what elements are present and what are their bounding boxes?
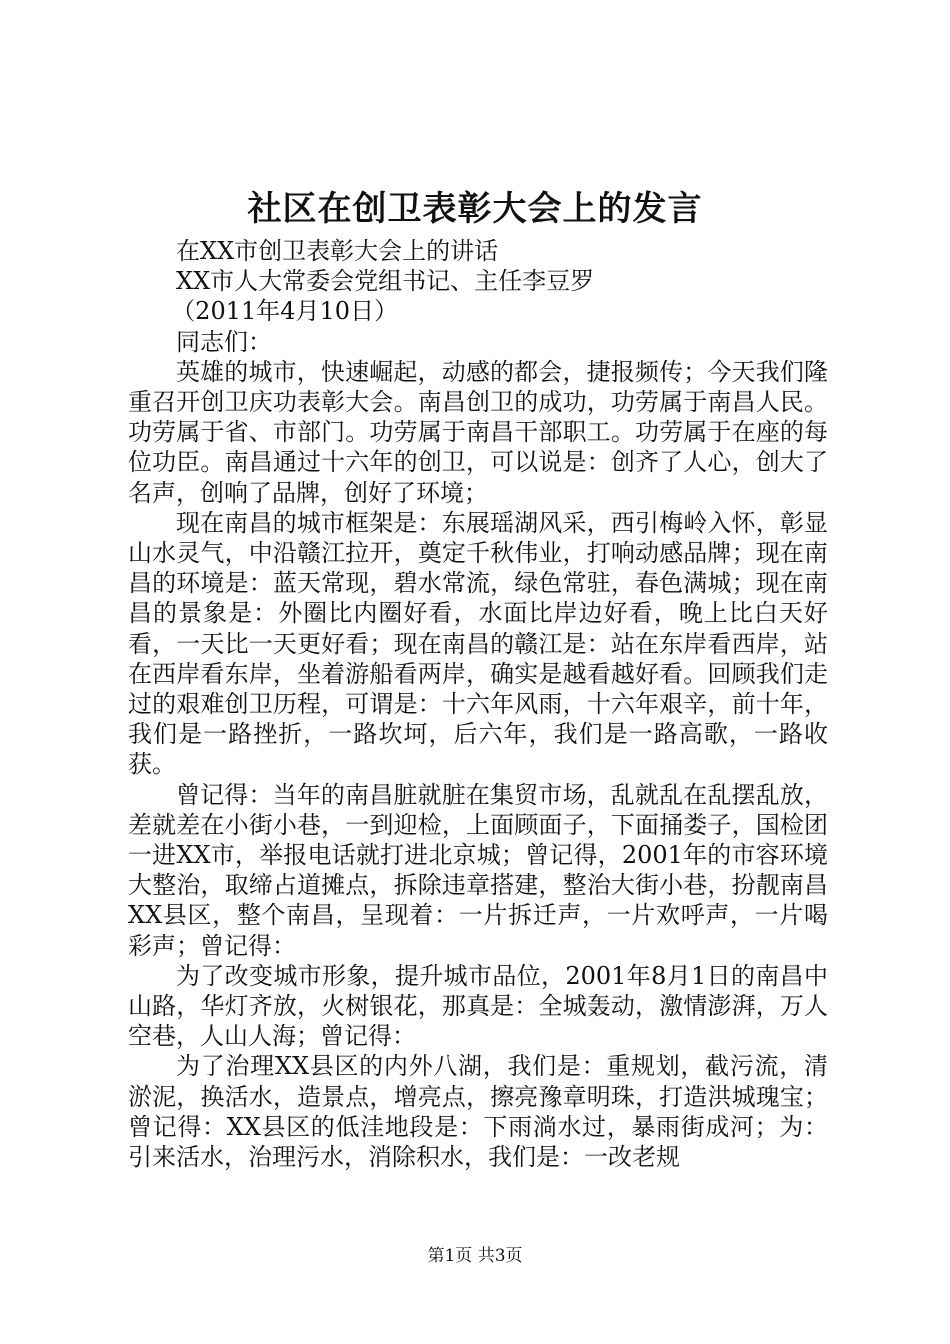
speech-title-line: 在XX市创卫表彰大会上的讲话: [176, 237, 499, 265]
salutation: 同志们：: [176, 327, 272, 356]
date-line: （2011年4月10日）: [171, 297, 399, 326]
document-title: 社区在创卫表彰大会上的发言: [247, 189, 703, 229]
speaker-line: XX市人大常委会党组书记、主任李豆罗: [176, 267, 595, 296]
body-paragraph: 曾记得：当年的南昌脏就脏在集贸市场，乱就乱在乱摆乱放，差就差在小街小巷，一到迎检，上面顾面子，下面捅娄子，国检团一进XX市，举报电话就打进北京城；曾记得，2001年的市容环境大整治，取缔占道摊点，拆除违章搭建，整治大街小巷，扮靓南昌XX县区，整个南昌，呈现着：一片拆迁声，一片欢呼声，一片喝彩声；曾记得：: [128, 780, 828, 960]
body-paragraph: 为了治理XX县区的内外八湖，我们是：重规划，截污流，清淤泥，换活水，造景点，增亮点，擦亮豫章明珠，打造洪城瑰宝；曾记得：XX县区的低洼地段是：下雨淌水过，暴雨街成河；为：引来活水，治理污水，消除积水，我们是：一改老规: [128, 1052, 828, 1172]
page-number-footer: 第1页 共3页: [427, 1246, 523, 1266]
body-paragraph: 现在南昌的城市框架是：东展瑶湖风采，西引梅岭入怀，彰显山水灵气，中沿赣江拉开，奠定千秋伟业，打响动感品牌；现在南昌的环境是：蓝天常现，碧水常流，绿色常驻，春色满城；现在南昌的景象是：外圈比内圈好看，水面比岸边好看，晚上比白天好看，一天比一天更好看；现在南昌的赣江是：站在东岸看西岸，站在西岸看东岸，坐着游船看两岸，确实是越看越好看。回顾我们走过的艰难创卫历程，可谓是：十六年风雨，十六年艰辛，前十年，我们是一路挫折，一路坎坷，后六年，我们是一路高歌，一路收获。: [128, 508, 828, 779]
body-paragraph: 为了改变城市形象，提升城市品位，2001年8月1日的南昌中山路，华灯齐放，火树银花，那真是：全城轰动，激情澎湃，万人空巷，人山人海；曾记得：: [128, 961, 828, 1051]
document-body: [128, 236, 828, 1172]
body-paragraph: 英雄的城市，快速崛起，动感的都会，捷报频传；今天我们隆重召开创卫庆功表彰大会。南昌创卫的成功，功劳属于南昌人民。功劳属于省、市部门。功劳属于南昌干部职工。功劳属于在座的每位功臣。南昌通过十六年的创卫，可以说是：创齐了人心，创大了名声，创响了品牌，创好了环境；: [128, 357, 828, 507]
